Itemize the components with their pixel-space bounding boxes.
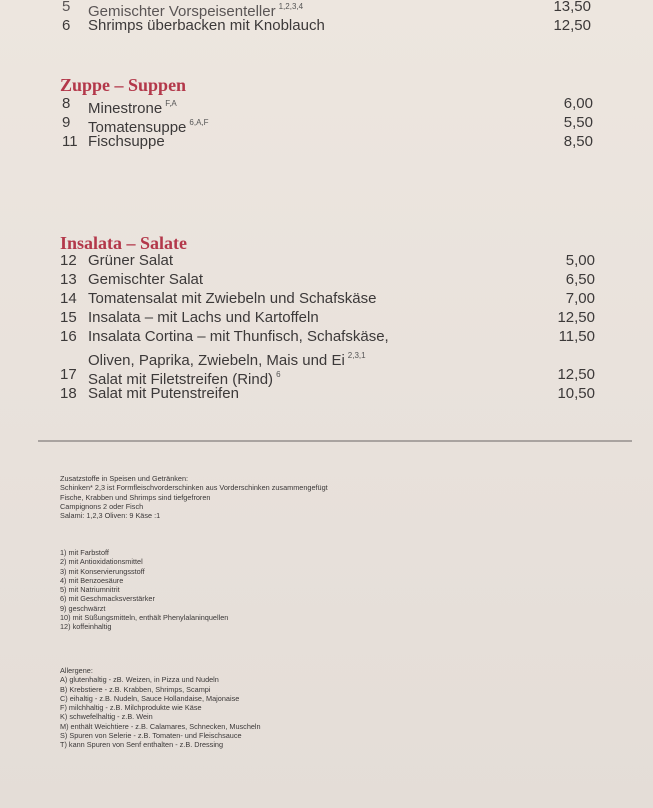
item-name: Gemischter Salat [88, 271, 204, 288]
menu-item [0, 251, 653, 271]
menu-item [0, 308, 653, 328]
item-price: 12,50 [553, 17, 591, 34]
item-number: 12 [60, 252, 77, 269]
item-number: 18 [60, 385, 77, 402]
note-line: K) schwefelhaltig - z.B. Wein [60, 712, 153, 722]
item-price: 13,50 [553, 0, 591, 15]
menu-item-continuation [0, 346, 653, 369]
note-line: Allergene: [60, 666, 93, 675]
item-number: 14 [60, 290, 77, 307]
note-line: 4) mit Benzoesäure [60, 575, 124, 585]
item-price: 10,50 [557, 385, 595, 402]
item-number: 6 [62, 17, 71, 34]
note-line: Campignons 2 oder Fisch [60, 501, 144, 511]
item-price: 6,50 [565, 271, 595, 288]
section-heading-suppen: Zuppe – Suppen [60, 75, 187, 95]
item-allergens: 2,3,1 [347, 351, 366, 360]
note-line: F) milchhaltig - z.B. Milchprodukte wie Käse [60, 703, 202, 713]
menu-item [0, 113, 653, 136]
item-price: 7,00 [565, 290, 595, 307]
item-price: 5,00 [565, 252, 595, 269]
item-name: Minestrone $^{F,A}$ [88, 99, 177, 117]
note-line: 6) mit Geschmacksverstärker [60, 594, 155, 604]
menu-item [0, 365, 653, 388]
item-price: 11,50 [558, 328, 595, 345]
item-number: 17 [60, 366, 77, 383]
additives-list [60, 548, 228, 632]
menu-item [0, 16, 653, 36]
item-name: Gemischter Vorspeisenteller $^{1,2,3,4}$ [88, 2, 304, 20]
menu-item [0, 132, 653, 152]
item-number: 9 [62, 114, 71, 131]
menu-item [0, 270, 653, 290]
note-line: B) Krebstiere - z.B. Krabben, Shrimps, Scampi [60, 684, 211, 694]
menu-item [0, 94, 653, 117]
item-price: 12,50 [557, 309, 595, 326]
item-number: 8 [62, 95, 71, 112]
note-line: C) eihaltig - z.B. Nudeln, Sauce Hollandaise, Majonaise [60, 693, 240, 703]
note-line: Zusatzstoffe in Speisen und Getränken: [60, 474, 189, 483]
item-name: Grüner Salat [88, 252, 174, 269]
item-number: 11 [62, 133, 78, 150]
item-name: Salat mit Filetstreifen (Rind) $^6$ [88, 370, 281, 388]
item-number: 5 [62, 0, 71, 15]
item-name: Insalata – mit Lachs und Kartoffeln [88, 309, 319, 326]
item-allergens: F,A [165, 99, 177, 108]
menu-item [0, 0, 653, 20]
note-line: 12) koffeinhaltig [60, 622, 112, 632]
note-line: Schinken* 2,3 ist Formfleischvorderschinken aus Vorderschinken zusammengefügt [60, 483, 328, 493]
item-name: Insalata Cortina – mit Thunfisch, Schafskäse, [88, 328, 389, 345]
item-price: 12,50 [557, 366, 595, 383]
note-line: A) glutenhaltig - zB. Weizen, in Pizza und Nudeln [60, 675, 219, 685]
note-line: 1) mit Farbstoff [60, 548, 109, 557]
item-name: Oliven, Paprika, Zwiebeln, Mais und Ei $^{2,3,1}$ [88, 351, 366, 369]
note-line: Fische, Krabben und Shrimps sind tiefgefroren [60, 492, 211, 502]
item-name: Tomatensuppe $^{6,A,F}$ [88, 118, 209, 136]
item-allergens: 1,2,3,4 [278, 2, 304, 11]
note-line: 10) mit Süßungsmitteln, enthält Phenylalaninquellen [60, 613, 229, 623]
item-name: Salat mit Putenstreifen [88, 385, 239, 402]
note-line: T) kann Spuren von Senf enthalten - z.B. Dressing [60, 740, 224, 750]
note-line: 2) mit Antioxidationsmittel [60, 557, 143, 567]
item-name: Tomatensalat mit Zwiebeln und Schafskäse [88, 290, 377, 307]
note-line: Salami: 1,2,3 Oliven: 9 Käse :1 [60, 511, 161, 521]
item-allergens: 6,A,F [189, 118, 209, 127]
menu-item [0, 384, 653, 404]
item-price: 8,50 [563, 133, 593, 150]
item-name: Shrimps überbacken mit Knoblauch [88, 17, 325, 34]
additives-note [60, 474, 328, 520]
item-number: 15 [60, 309, 77, 326]
allergens-list [60, 666, 261, 750]
menu-item [0, 327, 653, 347]
item-number: 16 [60, 328, 77, 345]
section-heading-salate: Insalata – Salate [60, 233, 188, 253]
item-price: 6,00 [563, 95, 593, 112]
item-name: Fischsuppe [88, 133, 165, 150]
menu-item [0, 289, 653, 309]
note-line: 3) mit Konservierungsstoff [60, 566, 145, 576]
note-line: 9) geschwärzt [60, 603, 106, 613]
item-allergens: 6 [276, 370, 281, 379]
note-line: M) enthält Weichtiere - z.B. Calamares, Schnecken, Muscheln [60, 721, 261, 731]
note-line: S) Spuren von Selerie - z.B. Tomaten- und Fleischsauce [60, 731, 242, 741]
section-divider [38, 440, 632, 442]
item-price: 5,50 [563, 114, 593, 131]
note-line: 5) mit Natriumnitrit [60, 585, 120, 595]
item-number: 13 [60, 271, 77, 288]
